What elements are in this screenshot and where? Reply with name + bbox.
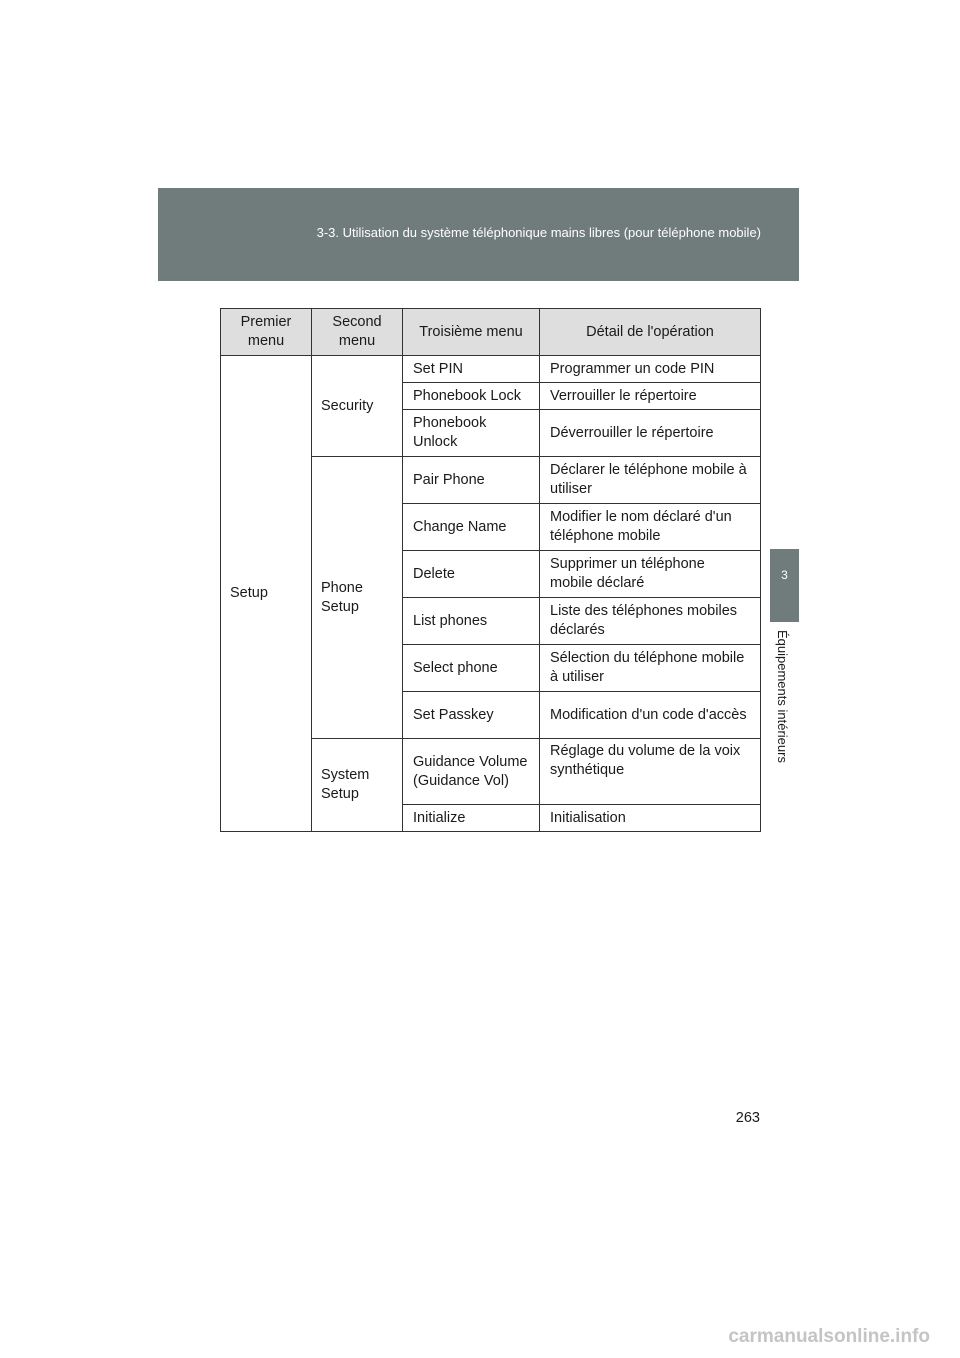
second-menu-system-setup: System Setup: [312, 739, 403, 832]
header-third-menu: Troisième menu: [403, 309, 540, 356]
third-menu-cell: List phones: [403, 598, 540, 645]
watermark-text: carmanualsonline.info: [728, 1326, 930, 1347]
side-divider: [798, 285, 799, 785]
third-menu-cell: Guidance Volume (Guidance Vol): [403, 739, 540, 805]
page-number: 263: [735, 1110, 760, 1126]
detail-cell: Liste des téléphones mobiles déclarés: [540, 598, 761, 645]
table-header-row: [221, 309, 761, 356]
detail-cell: Sélection du téléphone mobile à utiliser: [540, 645, 761, 692]
header-first-menu: Premier menu: [221, 309, 312, 356]
section-header: [158, 188, 799, 281]
detail-cell: Déclarer le téléphone mobile à utiliser: [540, 457, 761, 504]
detail-cell: Réglage du volume de la voix synthétique: [540, 739, 761, 805]
third-menu-cell: Pair Phone: [403, 457, 540, 504]
third-menu-cell: Delete: [403, 551, 540, 598]
chapter-label: Équipements intérieurs: [775, 630, 790, 763]
detail-cell: Initialisation: [540, 805, 761, 832]
third-menu-cell: Phonebook Unlock: [403, 410, 540, 457]
header-operation-detail: Détail de l'opération: [540, 309, 761, 356]
detail-cell: Supprimer un téléphone mobile déclaré: [540, 551, 761, 598]
detail-cell: Modification d'un code d'accès: [540, 692, 761, 739]
chapter-tab: [770, 549, 799, 622]
third-menu-cell: Set PIN: [403, 356, 540, 383]
table-row: [221, 356, 761, 383]
first-menu-setup: Setup: [221, 356, 312, 832]
menu-table: [220, 308, 761, 832]
second-menu-phone-setup: Phone Setup: [312, 457, 403, 739]
chapter-number: 3: [781, 568, 788, 582]
third-menu-cell: Phonebook Lock: [403, 383, 540, 410]
detail-cell: Modifier le nom déclaré d'un téléphone mobile: [540, 504, 761, 551]
header-second-menu: Second menu: [312, 309, 403, 356]
third-menu-cell: Initialize: [403, 805, 540, 832]
second-menu-security: Security: [312, 356, 403, 457]
third-menu-cell: Change Name: [403, 504, 540, 551]
detail-cell: Déverrouiller le répertoire: [540, 410, 761, 457]
detail-cell: Verrouiller le répertoire: [540, 383, 761, 410]
third-menu-cell: Set Passkey: [403, 692, 540, 739]
chapter-label-wrap: [775, 630, 795, 780]
section-title: 3-3. Utilisation du système téléphonique mains libres (pour téléphone mobile): [316, 225, 761, 240]
third-menu-cell: Select phone: [403, 645, 540, 692]
detail-cell: Programmer un code PIN: [540, 356, 761, 383]
